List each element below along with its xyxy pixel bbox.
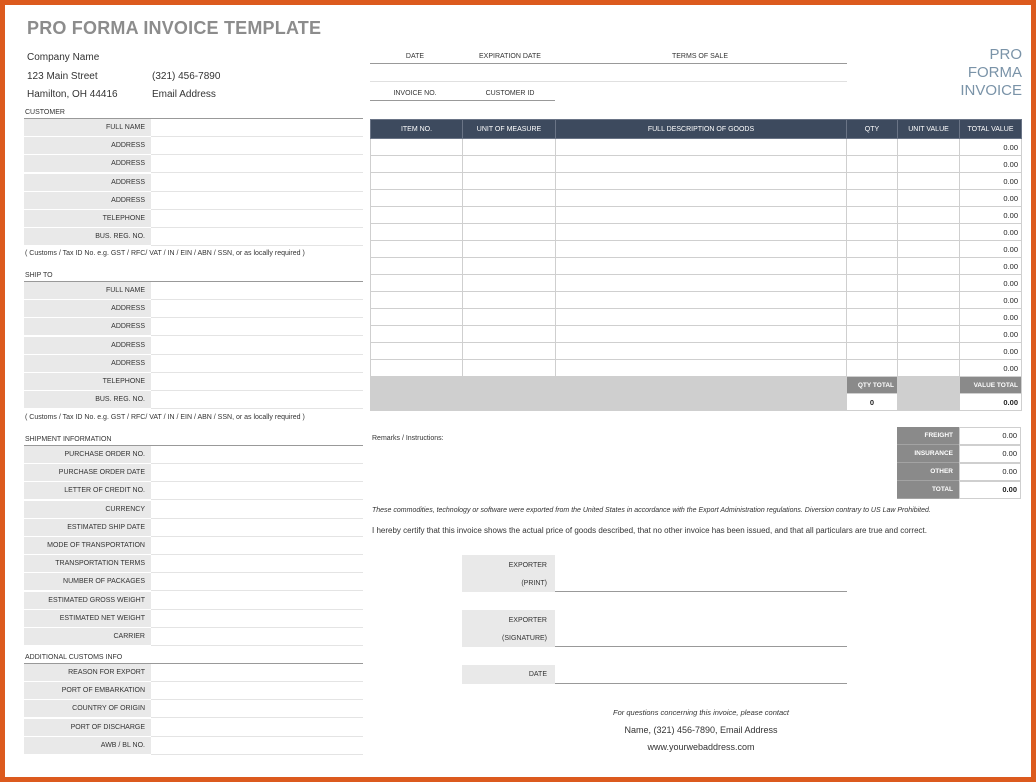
table-row	[371, 139, 1022, 156]
table-row	[371, 241, 1022, 258]
table-cell[interactable]	[556, 360, 847, 377]
table-row	[371, 207, 1022, 224]
col-unit-of-measure: UNIT OF MEASURE	[463, 120, 556, 139]
ship-to-field-label: ADDRESS	[24, 300, 151, 318]
table-cell	[556, 394, 847, 411]
company-street: 123 Main Street	[27, 71, 98, 82]
footer-website[interactable]: www.yourwebaddress.com	[647, 742, 755, 752]
customer-field-label: ADDRESS	[24, 192, 151, 210]
table-cell[interactable]: 0.00	[960, 241, 1022, 258]
customer-field-label: ADDRESS	[24, 174, 151, 192]
table-cell[interactable]	[371, 292, 463, 309]
customer-field-label: ADDRESS	[24, 137, 151, 155]
customer-heading: CUSTOMER	[25, 109, 65, 116]
certify-statement: I hereby certify that this invoice shows the actual price of goods described, that no other invoice has been issued, and that all particulars are true and correct.	[372, 526, 927, 535]
table-cell[interactable]: 0.00	[960, 360, 1022, 377]
table-cell[interactable]	[463, 207, 556, 224]
table-cell[interactable]: 0.00	[960, 139, 1022, 156]
table-cell[interactable]	[463, 309, 556, 326]
table-cell[interactable]: 0.00	[960, 343, 1022, 360]
customer-field-input[interactable]	[151, 155, 363, 173]
ship-to-field-input[interactable]	[151, 282, 363, 300]
table-cell[interactable]	[463, 190, 556, 207]
table-cell[interactable]: 0.00	[960, 190, 1022, 207]
table-cell[interactable]	[898, 156, 960, 173]
fee-row	[897, 463, 1021, 481]
signature-date-label: DATE	[462, 665, 555, 684]
expiration-date-label: EXPIRATION DATE	[479, 53, 541, 60]
table-cell[interactable]	[371, 360, 463, 377]
exporter-label-2: EXPORTER	[508, 617, 547, 624]
customer-field-label: TELEPHONE	[24, 210, 151, 228]
exporter-label-1: EXPORTER	[508, 562, 547, 569]
table-cell[interactable]	[847, 360, 898, 377]
customer-field-input[interactable]	[151, 210, 363, 228]
table-cell[interactable]	[463, 139, 556, 156]
exporter-signature-label	[462, 610, 555, 647]
fee-value[interactable]: 0.00	[959, 463, 1021, 481]
fee-row	[897, 427, 1021, 445]
ship-to-field-input[interactable]	[151, 373, 363, 391]
fee-label: OTHER	[897, 463, 959, 481]
table-cell[interactable]	[371, 224, 463, 241]
table-cell[interactable]	[847, 326, 898, 343]
table-cell[interactable]	[556, 173, 847, 190]
table-row	[371, 309, 1022, 326]
table-row	[371, 224, 1022, 241]
table-cell	[371, 394, 463, 411]
fee-label: TOTAL	[897, 481, 959, 499]
table-cell[interactable]	[898, 326, 960, 343]
fee-value[interactable]: 0.00	[959, 445, 1021, 463]
table-cell[interactable]	[847, 190, 898, 207]
table-cell[interactable]: 0.00	[960, 156, 1022, 173]
customer-field-label: BUS. REG. NO.	[24, 228, 151, 246]
shipment-field-label: PURCHASE ORDER NO.	[24, 446, 151, 464]
table-cell[interactable]	[371, 173, 463, 190]
customs-field-label: PORT OF EMBARKATION	[24, 682, 151, 700]
customs-field-label: COUNTRY OF ORIGIN	[24, 700, 151, 718]
table-cell[interactable]	[371, 326, 463, 343]
customer-field-label: FULL NAME	[24, 119, 151, 137]
customs-field-input[interactable]	[151, 719, 363, 737]
fee-label: INSURANCE	[897, 445, 959, 463]
page-title: PRO FORMA INVOICE TEMPLATE	[27, 18, 322, 38]
table-cell[interactable]	[847, 343, 898, 360]
table-cell[interactable]	[463, 156, 556, 173]
signature-label: (SIGNATURE)	[502, 635, 547, 642]
table-cell[interactable]	[556, 156, 847, 173]
totals-label-row	[371, 377, 1022, 394]
shipment-field-label: CURRENCY	[24, 501, 151, 519]
table-cell[interactable]: 0.00	[960, 292, 1022, 309]
exporter-print-label	[462, 555, 555, 592]
ship-to-field-label: FULL NAME	[24, 282, 151, 300]
table-cell[interactable]	[556, 258, 847, 275]
big-title-line-2: FORMA	[967, 64, 1022, 81]
fee-row	[897, 445, 1021, 463]
qty-total-value: 0	[847, 394, 898, 411]
shipment-field-label: CARRIER	[24, 628, 151, 646]
fee-value[interactable]: 0.00	[959, 481, 1021, 499]
col-unit-value: UNIT VALUE	[898, 120, 960, 139]
export-statement: These commodities, technology or software were exported from the United States in accordance with the Export Administration regulations. Diversion contrary to US Law Prohibited.	[372, 507, 931, 514]
table-cell[interactable]	[556, 224, 847, 241]
remarks-label: Remarks / Instructions:	[372, 435, 444, 442]
customer-field-input[interactable]	[151, 137, 363, 155]
exporter-print-line[interactable]	[555, 591, 847, 592]
ship-to-field-input[interactable]	[151, 300, 363, 318]
table-cell[interactable]	[898, 360, 960, 377]
table-cell[interactable]: 0.00	[960, 275, 1022, 292]
table-cell[interactable]: 0.00	[960, 326, 1022, 343]
customer-field-label: ADDRESS	[24, 155, 151, 173]
table-cell[interactable]	[898, 190, 960, 207]
shipment-field-label: ESTIMATED NET WEIGHT	[24, 610, 151, 628]
table-cell[interactable]	[898, 139, 960, 156]
table-cell[interactable]	[463, 173, 556, 190]
table-cell[interactable]	[463, 360, 556, 377]
ship-to-field-input[interactable]	[151, 337, 363, 355]
table-cell	[898, 377, 960, 394]
table-cell[interactable]	[463, 258, 556, 275]
table-cell[interactable]	[556, 241, 847, 258]
shipment-field-input[interactable]	[151, 573, 363, 591]
ship-to-field-input[interactable]	[151, 391, 363, 409]
table-cell[interactable]	[371, 207, 463, 224]
table-row	[371, 156, 1022, 173]
items-header-row	[371, 120, 1022, 139]
shipment-field-label: TRANSPORTATION TERMS	[24, 555, 151, 573]
pro-forma-invoice-title	[960, 46, 1022, 100]
table-cell	[463, 394, 556, 411]
shipment-field-label: PURCHASE ORDER DATE	[24, 464, 151, 482]
table-cell[interactable]	[847, 258, 898, 275]
table-cell[interactable]	[371, 190, 463, 207]
shipment-field-label: ESTIMATED GROSS WEIGHT	[24, 592, 151, 610]
fee-value[interactable]: 0.00	[959, 427, 1021, 445]
table-cell[interactable]	[463, 292, 556, 309]
table-cell[interactable]	[847, 309, 898, 326]
table-cell[interactable]	[898, 275, 960, 292]
customer-tax-note: ( Customs / Tax ID No. e.g. GST / RFC/ VAT / IN / EIN / ABN / SSN, or as locally required )	[25, 250, 305, 257]
customs-field-label: PORT OF DISCHARGE	[24, 719, 151, 737]
ship-to-field-label: ADDRESS	[24, 318, 151, 336]
table-cell[interactable]	[556, 292, 847, 309]
ship-to-field-input[interactable]	[151, 318, 363, 336]
shipment-field-input[interactable]	[151, 537, 363, 555]
shipment-field-input[interactable]	[151, 501, 363, 519]
customs-field-input[interactable]	[151, 700, 363, 718]
table-cell[interactable]: 0.00	[960, 309, 1022, 326]
table-cell[interactable]	[898, 241, 960, 258]
col-description: FULL DESCRIPTION OF GOODS	[556, 120, 847, 139]
exporter-print-block	[462, 555, 847, 592]
value-total-label: VALUE TOTAL	[960, 377, 1022, 394]
shipment-field-input[interactable]	[151, 464, 363, 482]
table-row	[371, 343, 1022, 360]
totals-value-row	[371, 394, 1022, 411]
table-cell[interactable]	[371, 275, 463, 292]
footer-contact: Name, (321) 456-7890, Email Address	[624, 725, 778, 735]
ship-to-field-label: ADDRESS	[24, 337, 151, 355]
customer-field-input[interactable]	[151, 174, 363, 192]
table-cell[interactable]	[898, 207, 960, 224]
table-row	[371, 275, 1022, 292]
invoice-no-label: INVOICE NO.	[393, 90, 437, 97]
table-cell[interactable]	[556, 326, 847, 343]
col-item-no: ITEM NO.	[371, 120, 463, 139]
big-title-line-3: INVOICE	[960, 82, 1022, 99]
table-cell[interactable]	[556, 190, 847, 207]
shipment-field-input[interactable]	[151, 482, 363, 500]
table-cell[interactable]: 0.00	[960, 207, 1022, 224]
table-cell	[898, 394, 960, 411]
table-row	[371, 360, 1022, 377]
table-cell[interactable]	[556, 309, 847, 326]
customer-field-input[interactable]	[151, 228, 363, 246]
table-cell[interactable]	[847, 156, 898, 173]
company-city: Hamilton, OH 44416	[27, 89, 118, 100]
customs-heading: ADDITIONAL CUSTOMS INFO	[25, 654, 123, 661]
shipment-field-label: MODE OF TRANSPORTATION	[24, 537, 151, 555]
invoice-sheet	[10, 10, 1036, 782]
table-cell[interactable]	[847, 173, 898, 190]
customs-field-label: REASON FOR EXPORT	[24, 664, 151, 682]
table-cell[interactable]	[371, 309, 463, 326]
customs-field-input[interactable]	[151, 664, 363, 682]
table-cell[interactable]	[898, 343, 960, 360]
qty-total-label: QTY TOTAL	[847, 377, 898, 394]
customer-field-input[interactable]	[151, 119, 363, 137]
table-cell[interactable]	[898, 292, 960, 309]
table-cell[interactable]	[371, 241, 463, 258]
table-cell[interactable]	[847, 224, 898, 241]
table-cell	[463, 377, 556, 394]
footer-question: For questions concerning this invoice, please contact	[613, 708, 789, 717]
date-label: DATE	[405, 53, 425, 60]
table-row	[371, 292, 1022, 309]
fee-row	[897, 481, 1021, 499]
table-cell	[371, 377, 463, 394]
table-cell[interactable]: 0.00	[960, 173, 1022, 190]
shipment-field-label: ESTIMATED SHIP DATE	[24, 519, 151, 537]
customs-field-input[interactable]	[151, 682, 363, 700]
table-row	[371, 190, 1022, 207]
ship-to-field-label: ADDRESS	[24, 355, 151, 373]
company-email: Email Address	[152, 89, 216, 100]
shipment-field-label: NUMBER OF PACKAGES	[24, 573, 151, 591]
ship-to-heading: SHIP TO	[25, 272, 53, 279]
customer-id-label: CUSTOMER ID	[485, 90, 535, 97]
value-total-value: 0.00	[960, 394, 1022, 411]
header-date-line	[370, 63, 847, 64]
table-cell[interactable]: 0.00	[960, 258, 1022, 275]
table-cell[interactable]	[463, 224, 556, 241]
table-cell[interactable]	[556, 207, 847, 224]
customer-field-input[interactable]	[151, 192, 363, 210]
ship-to-field-label: TELEPHONE	[24, 373, 151, 391]
table-cell[interactable]	[371, 156, 463, 173]
shipment-field-input[interactable]	[151, 628, 363, 646]
table-cell[interactable]	[898, 258, 960, 275]
shipment-field-input[interactable]	[151, 555, 363, 573]
table-cell[interactable]	[371, 258, 463, 275]
table-cell[interactable]	[898, 224, 960, 241]
customs-field-input[interactable]	[151, 737, 363, 755]
ship-to-field-input[interactable]	[151, 355, 363, 373]
table-cell[interactable]	[847, 292, 898, 309]
table-cell[interactable]	[463, 275, 556, 292]
table-cell[interactable]	[556, 275, 847, 292]
shipment-field-label: LETTER OF CREDIT NO.	[24, 482, 151, 500]
items-body	[371, 139, 1022, 411]
table-cell[interactable]	[463, 326, 556, 343]
table-cell[interactable]	[847, 207, 898, 224]
col-total-value: TOTAL VALUE	[960, 120, 1022, 139]
shipment-field-input[interactable]	[151, 592, 363, 610]
table-cell[interactable]	[463, 241, 556, 258]
table-cell[interactable]	[463, 343, 556, 360]
table-cell[interactable]	[898, 309, 960, 326]
shipment-field-input[interactable]	[151, 446, 363, 464]
table-cell[interactable]	[556, 343, 847, 360]
table-row	[371, 173, 1022, 190]
table-cell[interactable]	[898, 173, 960, 190]
shipment-field-input[interactable]	[151, 519, 363, 537]
terms-of-sale-label: TERMS OF SALE	[671, 53, 728, 60]
print-label: (PRINT)	[521, 580, 547, 587]
shipment-heading: SHIPMENT INFORMATION	[25, 436, 112, 443]
table-cell[interactable]	[847, 139, 898, 156]
shipment-field-input[interactable]	[151, 610, 363, 628]
fee-label: FREIGHT	[897, 427, 959, 445]
table-cell[interactable]: 0.00	[960, 224, 1022, 241]
table-cell[interactable]	[371, 343, 463, 360]
col-qty: QTY	[847, 120, 898, 139]
table-row	[371, 326, 1022, 343]
table-cell[interactable]	[371, 139, 463, 156]
table-row	[371, 258, 1022, 275]
exporter-signature-block	[462, 610, 847, 647]
company-name: Company Name	[27, 52, 100, 63]
company-phone: (321) 456-7890	[152, 71, 221, 82]
big-title-line-1: PRO	[989, 46, 1022, 63]
table-cell[interactable]	[556, 139, 847, 156]
exporter-signature-line[interactable]	[555, 646, 847, 647]
header-invoice-line	[370, 100, 555, 101]
ship-to-field-label: BUS. REG. NO.	[24, 391, 151, 409]
customs-field-label: AWB / BL NO.	[24, 737, 151, 755]
signature-date-block	[462, 665, 847, 684]
header-date-value-line[interactable]	[370, 81, 847, 82]
ship-to-tax-note: ( Customs / Tax ID No. e.g. GST / RFC/ VAT / IN / EIN / ABN / SSN, or as locally required )	[25, 414, 305, 421]
table-cell[interactable]	[847, 275, 898, 292]
signature-date-line[interactable]	[555, 683, 847, 684]
table-cell	[556, 377, 847, 394]
items-table	[370, 119, 1022, 411]
table-cell[interactable]	[847, 241, 898, 258]
